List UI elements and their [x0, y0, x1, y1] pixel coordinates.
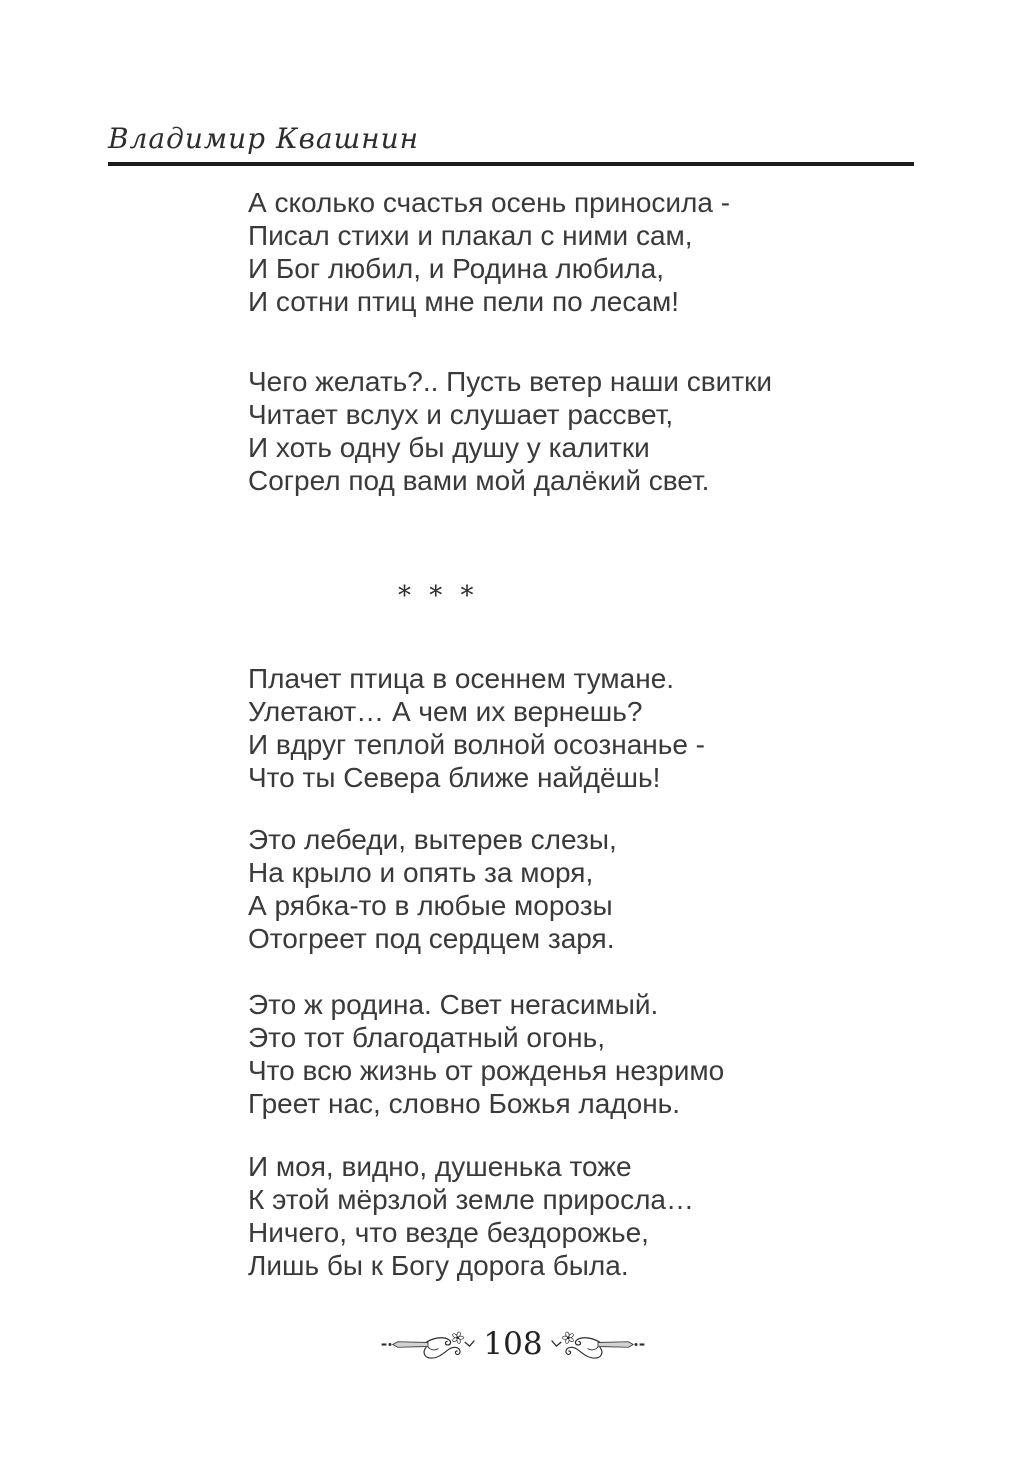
poem-line: А рябка-то в любые морозы	[248, 890, 613, 921]
poem-line: Плачет птица в осеннем тумане.	[248, 663, 675, 694]
poem-line: Писал стихи и плакал с ними сам,	[248, 220, 693, 251]
poem-line: Отогреет под сердцем заря.	[248, 923, 615, 954]
poem-line: Что ты Севера ближе найдёшь!	[248, 762, 661, 793]
floral-flourish-left-icon	[380, 1326, 476, 1363]
poem-line: Согрел под вами мой далёкий свет.	[248, 465, 710, 496]
stanza-separator: * * *	[398, 581, 474, 611]
author-name: Владимир Квашнин	[108, 122, 420, 155]
page-footer	[0, 1326, 1026, 1363]
poem-line: Это тот благодатный огонь,	[248, 1022, 605, 1053]
page-number: 108	[483, 1326, 543, 1362]
poem-line: И моя, видно, душенька тоже	[248, 1151, 632, 1182]
poem-line: А сколько счастья осень приносила -	[248, 187, 731, 218]
poem-line: Что всю жизнь от рожденья незримо	[248, 1055, 725, 1086]
floral-flourish-right-icon	[550, 1326, 646, 1363]
poem-line: Это ж родина. Свет негасимый.	[248, 989, 659, 1020]
poem-line: Читает вслух и слушает рассвет,	[248, 399, 674, 430]
stanza-5	[248, 988, 772, 1120]
stanza-6	[248, 1150, 772, 1282]
poem-line: Греет нас, словно Божья ладонь.	[248, 1088, 681, 1119]
poem-line: На крыло и опять за моря,	[248, 857, 594, 888]
poem-line: И сотни птиц мне пели по лесам!	[248, 286, 679, 317]
header-rule	[108, 162, 914, 166]
poem-line: И хоть одну бы душу у калитки	[248, 432, 650, 463]
poem-line: И Бог любил, и Родина любила,	[248, 253, 665, 284]
poem-line: Ничего, что везде бездорожье,	[248, 1217, 649, 1248]
poem-line: К этой мёрзлой земле приросла…	[248, 1184, 694, 1215]
poem-line: Улетают… А чем их вернешь?	[248, 696, 643, 727]
stanza-2	[248, 365, 772, 497]
poem-line: Чего желать?.. Пусть ветер наши свитки	[248, 366, 772, 397]
poem-line: Это лебеди, вытерев слезы,	[248, 824, 617, 855]
poem	[248, 186, 772, 1282]
poem-line: Лишь бы к Богу дорога была.	[248, 1250, 629, 1281]
stanza-3	[248, 662, 772, 794]
stanza-4	[248, 823, 772, 955]
stanza-1	[248, 186, 772, 318]
page-header	[108, 122, 914, 166]
poem-line: И вдруг теплой волной осознанье -	[248, 729, 705, 760]
